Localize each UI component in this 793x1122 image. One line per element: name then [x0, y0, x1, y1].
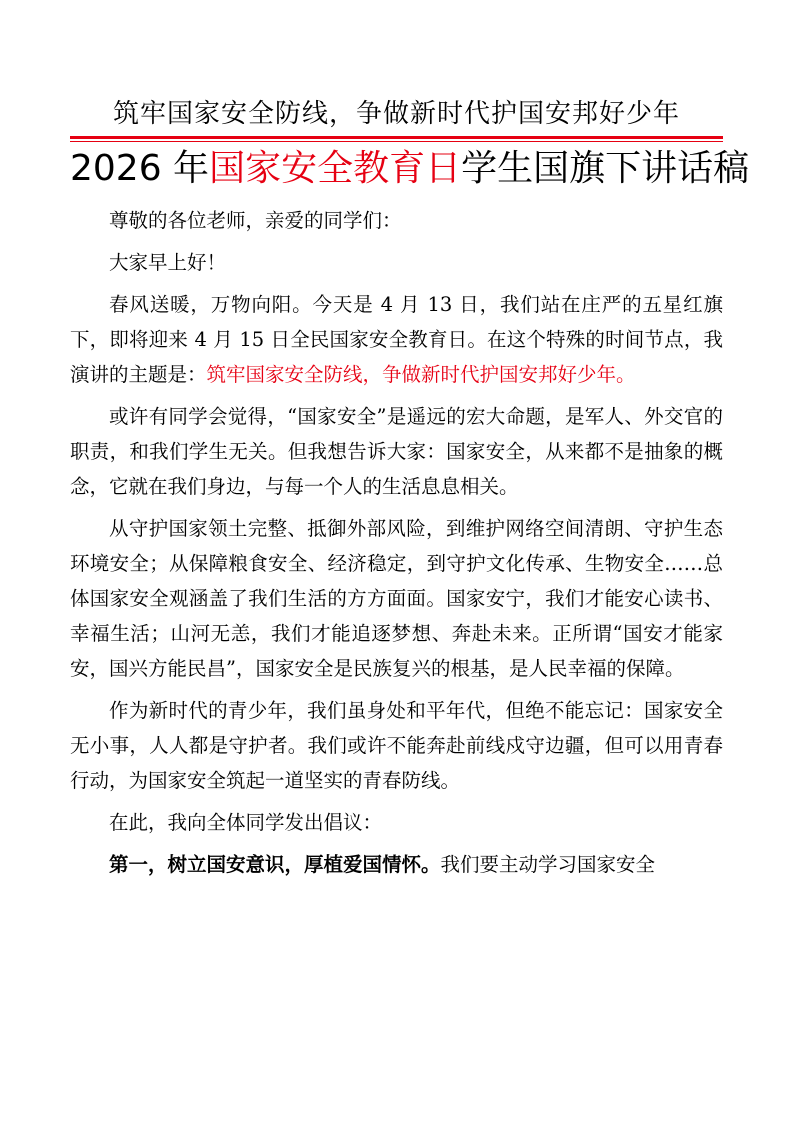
proposal-text: 我们要主动学习国家安全 [440, 853, 656, 876]
document-subtitle: 筑牢国家安全防线，争做新时代护国安邦好少年 [112, 99, 680, 129]
paragraph-3: 从守护国家领土完整、抵御外部风险，到维护网络空间清朗、守护生态环境安全；从保障粮食安全、经济稳定，到守护文化传承、生物安全……总体国家安全观涵盖了我们生活的方方面面。国家安宁，我们才能安心读书、幸福生活；山河无恙，我们才能追逐梦想、奔赴未来。正所谓“国安才能家安，国兴方能民昌”，国家安全是民族复兴的根基，是人民幸福的保障。 [70, 517, 723, 680]
document-title [70, 144, 750, 194]
paragraph-2: 或许有同学会觉得，“国家安全”是遥远的宏大命题，是军人、外交官的职责，和我们学生无关。但我想告诉大家：国家安全，从来都不是抽象的概念，它就在我们身边，与每一个人的生活息息相关。 [70, 405, 723, 498]
title-highlight: 国家安全教育日 [209, 148, 462, 189]
speech-body [70, 203, 723, 882]
paragraph-4: 作为新时代的青少年，我们虽身处和平年代，但绝不能忘记：国家安全无小事，人人都是守护者。我们或许不能奔赴前线戍守边疆，但可以用青春行动，为国家安全筑起一道坚实的青春防线。 [70, 699, 723, 792]
red-divider-thin [70, 141, 723, 142]
title-rest: 学生国旗下讲话稿 [461, 148, 750, 189]
greeting-paragraph: 尊敬的各位老师，亲爱的同学们： [109, 209, 402, 232]
title-year: 2026 年 [70, 148, 210, 189]
intro-text: 春风送暖，万物向阳。今天是 4 月 13 日，我们站在庄严的五星红旗下，即将迎来 4 月 15 日全民国家安全教育日。在这个特殊的时间节点，我演讲的主题是： [70, 293, 723, 386]
proposal-heading: 第一，树立国安意识，厚植爱国情怀。 [109, 853, 441, 876]
intro-paragraph [70, 287, 723, 392]
morning-paragraph: 大家早上好！ [109, 251, 227, 274]
speech-theme: 筑牢国家安全防线，争做新时代护国安邦好少年。 [206, 363, 636, 386]
paragraph-6 [70, 847, 723, 882]
paragraph-5: 在此，我向全体同学发出倡议： [109, 811, 383, 834]
red-divider-thick [70, 136, 723, 139]
